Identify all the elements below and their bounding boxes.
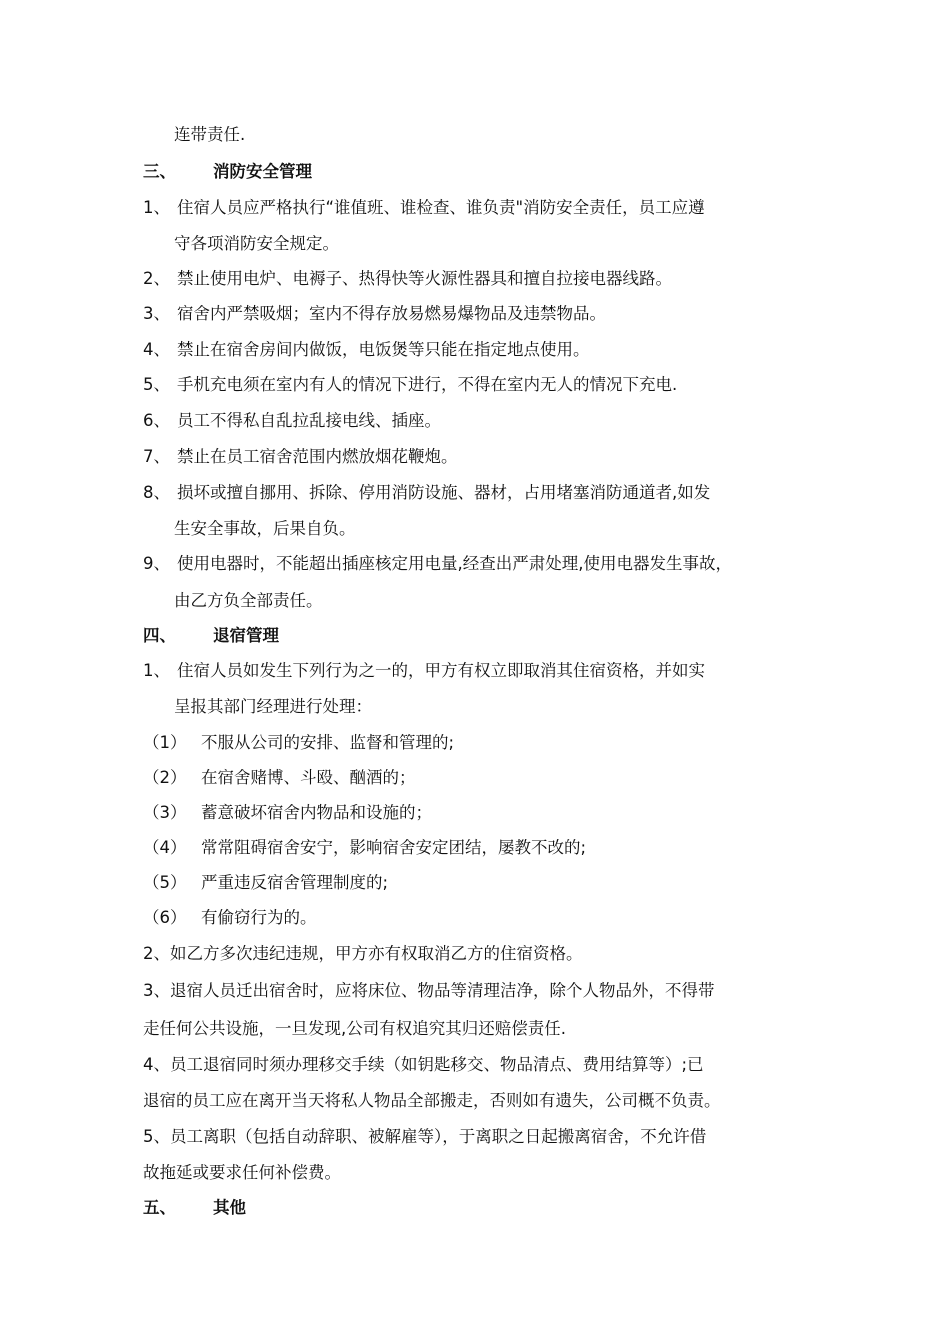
section-title: 其他 — [213, 1198, 246, 1217]
sub-item-text: 蓄意破坏宿舍内物品和设施的； — [201, 803, 432, 822]
section-heading-5 — [143, 1196, 246, 1220]
sub-item-number: （2） — [143, 768, 187, 787]
item-text: 禁止在员工宿舍范围内燃放烟花鞭炮。 — [177, 447, 458, 466]
list-item — [143, 445, 458, 469]
item-text-continued: 生安全事故，后果自负。 — [174, 519, 356, 538]
sub-item-text: 不服从公司的安排、监督和管理的; — [201, 733, 455, 752]
list-item — [143, 196, 705, 220]
sub-item-text: 常常阻碍宿舍安宁，影响宿舍安定团结，屡教不改的; — [201, 838, 587, 857]
item-number: 7、 — [143, 447, 170, 466]
item-number: 1、 — [143, 198, 170, 217]
list-item — [143, 373, 677, 397]
section-title: 消防安全管理 — [213, 162, 312, 181]
section-heading-4 — [143, 624, 279, 648]
list-item — [143, 409, 441, 433]
sub-item — [143, 906, 317, 930]
item-text-continued: 呈报其部门经理进行处理： — [174, 697, 372, 716]
sub-item — [143, 731, 454, 755]
list-item — [143, 552, 732, 576]
sub-item — [143, 766, 416, 790]
paragraph-line: 3、退宿人员迁出宿舍时，应将床位、物品等清理洁净，除个人物品外，不得带 — [143, 981, 715, 1000]
item-number: 9、 — [143, 554, 170, 573]
paragraph-line: 5、员工离职（包括自动辞职、被解雇等），于离职之日起搬离宿舍，不允许借 — [143, 1127, 707, 1146]
sub-item-text: 严重违反宿舍管理制度的; — [201, 873, 389, 892]
item-number: 8、 — [143, 483, 170, 502]
item-text-continued: 由乙方负全部责任。 — [174, 591, 323, 610]
list-item — [143, 302, 606, 326]
item-text-continued: 守各项消防安全规定。 — [174, 234, 339, 253]
sub-item-text: 有偷窃行为的。 — [201, 908, 317, 927]
item-text: 住宿人员应严格执行“谁值班、谁检查、谁负责"消防安全责任，员工应遵 — [177, 198, 705, 217]
section-number: 四、 — [143, 626, 176, 645]
sub-item-text: 在宿舍赌博、斗殴、酗酒的； — [201, 768, 416, 787]
paragraph-line: 4、员工退宿同时须办理移交手续（如钥匙移交、物品清点、费用结算等）;已 — [143, 1055, 704, 1074]
sub-item-number: （4） — [143, 838, 187, 857]
item-text: 禁止在宿舍房间内做饭，电饭煲等只能在指定地点使用。 — [177, 340, 590, 359]
list-item — [143, 267, 672, 291]
section-number: 五、 — [143, 1198, 176, 1217]
paragraph-line: 故拖延或要求任何补偿费。 — [143, 1163, 341, 1182]
section-number: 三、 — [143, 162, 176, 181]
item-text: 损坏或擅自挪用、拆除、停用消防设施、器材，占用堵塞消防通道者,如发 — [177, 483, 711, 502]
paragraph-continuation: 连带责任. — [174, 125, 246, 144]
item-number: 1、 — [143, 661, 170, 680]
list-item — [143, 338, 590, 362]
section-heading-3 — [143, 160, 312, 184]
sub-item — [143, 871, 388, 895]
paragraph-line: 2、如乙方多次违纪违规，甲方亦有权取消乙方的住宿资格。 — [143, 944, 583, 963]
list-item — [143, 481, 710, 505]
item-text: 禁止使用电炉、电褥子、热得快等火源性器具和擅自拉接电器线路。 — [177, 269, 672, 288]
item-text: 手机充电须在室内有人的情况下进行，不得在室内无人的情况下充电. — [177, 375, 678, 394]
sub-item-number: （1） — [143, 733, 187, 752]
sub-item-number: （6） — [143, 908, 187, 927]
list-item — [143, 659, 705, 683]
item-text: 住宿人员如发生下列行为之一的，甲方有权立即取消其住宿资格，并如实 — [177, 661, 705, 680]
paragraph-line: 走任何公共设施，一旦发现,公司有权追究其归还赔偿责任. — [143, 1019, 566, 1038]
sub-item — [143, 801, 432, 825]
sub-item — [143, 836, 586, 860]
item-text: 宿舍内严禁吸烟；室内不得存放易燃易爆物品及违禁物品。 — [177, 304, 606, 323]
item-number: 5、 — [143, 375, 170, 394]
item-number: 6、 — [143, 411, 170, 430]
item-number: 3、 — [143, 304, 170, 323]
item-number: 4、 — [143, 340, 170, 359]
item-text: 员工不得私自乱拉乱接电线、插座。 — [177, 411, 441, 430]
sub-item-number: （5） — [143, 873, 187, 892]
paragraph-line: 退宿的员工应在离开当天将私人物品全部搬走，否则如有遗失，公司概不负责。 — [143, 1091, 721, 1110]
item-text: 使用电器时，不能超出插座核定用电量,经查出严肃处理,使用电器发生事故， — [177, 554, 732, 573]
sub-item-number: （3） — [143, 803, 187, 822]
section-title: 退宿管理 — [213, 626, 279, 645]
item-number: 2、 — [143, 269, 170, 288]
